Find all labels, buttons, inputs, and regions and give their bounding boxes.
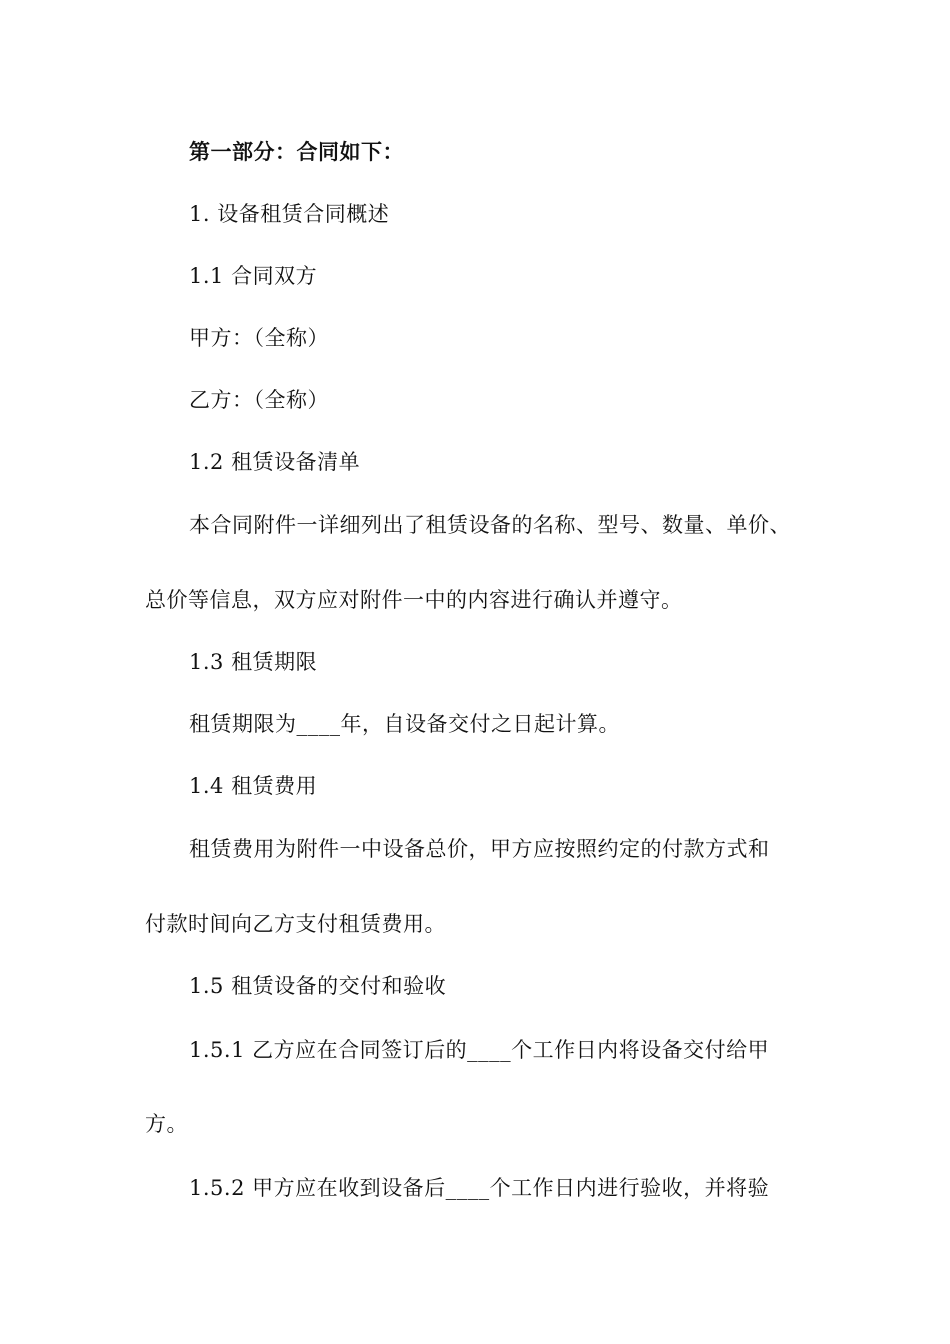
clause-1-5-1-line-1: 1.5.1 乙方应在合同签订后的____个工作日内将设备交付给甲	[189, 1038, 770, 1062]
clause-1-5-title: 1.5 租赁设备的交付和验收	[189, 974, 447, 998]
section-heading: 第一部分：合同如下：	[189, 139, 404, 164]
clause-1-2-title: 1.2 租赁设备清单	[189, 450, 361, 474]
clause-1-2-text-line-1: 本合同附件一详细列出了租赁设备的名称、型号、数量、单价、	[189, 513, 791, 537]
clause-1-5-2-line-1: 1.5.2 甲方应在收到设备后____个工作日内进行验收，并将验	[189, 1176, 770, 1200]
clause-1-5-1-line-2: 方。	[145, 1112, 188, 1136]
party-b-line: 乙方：（全称）	[189, 388, 329, 412]
clause-1-2-text-line-2: 总价等信息，双方应对附件一中的内容进行确认并遵守。	[145, 588, 683, 612]
clause-1-4-title: 1.4 租赁费用	[189, 774, 318, 798]
clause-1-1-title: 1.1 合同双方	[189, 264, 318, 288]
clause-1-3-text: 租赁期限为____年，自设备交付之日起计算。	[189, 712, 620, 736]
clause-1-title: 1. 设备租赁合同概述	[189, 202, 390, 226]
clause-1-4-text-line-2: 付款时间向乙方支付租赁费用。	[145, 912, 446, 936]
clause-1-3-title: 1.3 租赁期限	[189, 650, 318, 674]
clause-1-4-text-line-1: 租赁费用为附件一中设备总价，甲方应按照约定的付款方式和	[189, 837, 770, 861]
party-a-line: 甲方：（全称）	[189, 326, 329, 350]
